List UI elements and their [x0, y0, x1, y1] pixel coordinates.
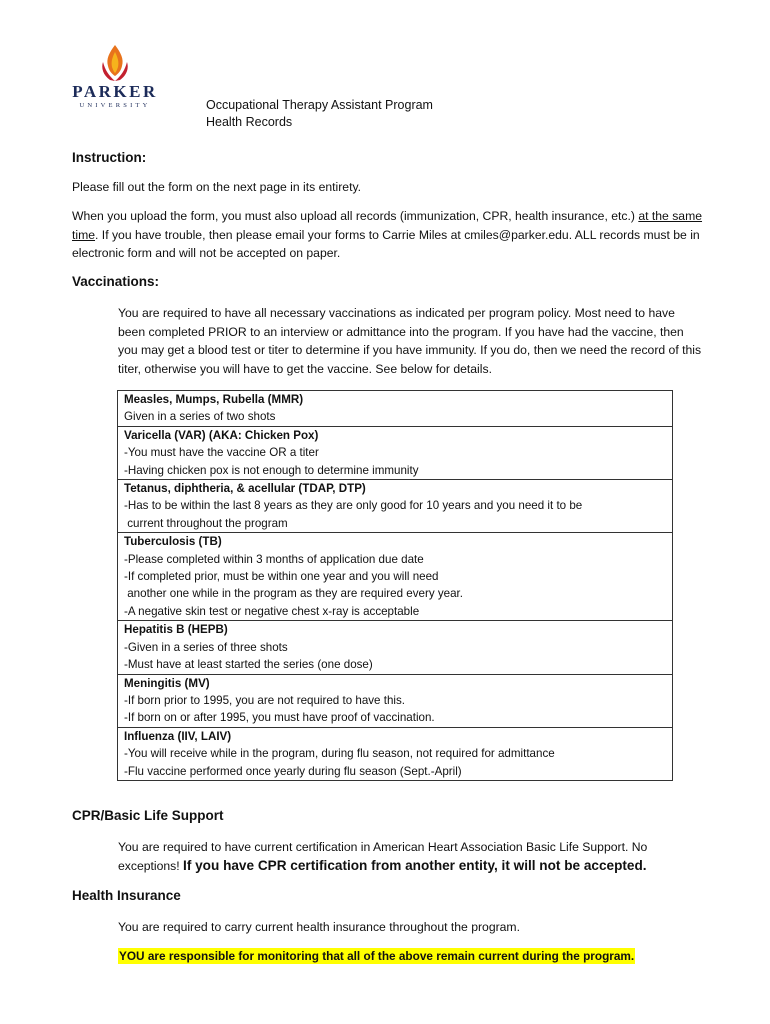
vaccine-cell [118, 674, 673, 727]
logo-subtitle: UNIVERSITY [79, 102, 151, 109]
vaccine-name: Tetanus, diphtheria, & acellular (TDAP, DTP) [124, 482, 366, 496]
cpr-warning: If you have CPR certification from another entity, it will not be accepted. [183, 857, 647, 873]
logo-wordmark: PARKER [72, 82, 158, 101]
vaccine-requirement: another one while in the program as they are required every year. [124, 587, 463, 601]
vaccine-name: Tuberculosis (TB) [124, 535, 222, 549]
vaccinations-heading: Vaccinations: [72, 274, 160, 289]
vaccine-cell [118, 391, 673, 427]
vaccine-cell [118, 621, 673, 674]
health-insurance-text: You are required to carry current health insurance throughout the program. [118, 920, 520, 934]
instruction-paragraph-1: Please fill out the form on the next page in its entirety. [72, 180, 362, 194]
vaccine-cell [118, 533, 673, 621]
responsibility-notice [118, 947, 635, 965]
table-row [118, 533, 673, 621]
vaccine-requirement: -Has to be within the last 8 years as they are only good for 10 years and you need it to be [124, 499, 583, 513]
vaccine-requirement: -Given in a series of three shots [124, 640, 288, 654]
vaccine-requirement: -You will receive while in the program, during flu season, not required for admittance [124, 747, 555, 761]
vaccine-requirement: -Having chicken pox is not enough to determine immunity [124, 463, 419, 477]
instruction-heading: Instruction: [72, 150, 147, 165]
table-row [118, 480, 673, 533]
vaccine-requirement: current throughout the program [124, 516, 288, 530]
vaccine-name: Meningitis (MV) [124, 676, 210, 690]
vaccine-requirement: -A negative skin test or negative chest x-ray is acceptable [124, 604, 420, 618]
vaccine-cell [118, 727, 673, 780]
same-time-emphasis: at the same time [72, 209, 703, 242]
document-title-block [206, 97, 433, 131]
table-row [118, 674, 673, 727]
table-row [118, 727, 673, 780]
vaccine-requirement: -You must have the vaccine OR a titer [124, 446, 319, 460]
vaccine-requirement: Given in a series of two shots [124, 410, 276, 424]
vaccine-cell [118, 480, 673, 533]
vaccination-requirements-table [117, 390, 673, 781]
instruction-paragraph-2 [72, 207, 702, 263]
table-row [118, 621, 673, 674]
highlighted-notice: YOU are responsible for monitoring that all of the above remain current during the program. [119, 949, 635, 963]
cpr-paragraph [118, 838, 702, 875]
cpr-text: You are required to have current certification in American Heart Association Basic Life Support. No exceptions! [118, 840, 648, 873]
vaccine-name: Varicella (VAR) (AKA: Chicken Pox) [124, 428, 319, 442]
instruction-text: When you upload the form, you must also upload all records (immunization, CPR, health insurance, etc.) [72, 209, 639, 223]
vaccine-requirement: -Flu vaccine performed once yearly during flu season (Sept.-April) [124, 764, 462, 778]
vaccine-requirement: -Please completed within 3 months of application due date [124, 552, 424, 566]
vaccine-name: Influenza (IIV, LAIV) [124, 729, 232, 743]
vaccine-requirement: -Must have at least started the series (one dose) [124, 658, 373, 672]
flame-icon [70, 44, 160, 82]
vaccine-cell [118, 426, 673, 479]
table-row [118, 391, 673, 427]
vaccine-requirement: -If completed prior, must be within one year and you will need [124, 570, 439, 584]
page-title: Health Records [206, 115, 293, 129]
instruction-text-cont: . If you have trouble, then please email your forms to Carrie Miles at cmiles@parker.edu. ALL records must be in electronic form and will not be accepted on paper. [72, 227, 700, 260]
vaccine-name: Measles, Mumps, Rubella (MMR) [124, 393, 304, 406]
vaccine-name: Hepatitis B (HEPB) [124, 623, 228, 637]
cpr-heading: CPR/Basic Life Support [72, 808, 224, 823]
parker-university-logo [70, 44, 160, 114]
program-name: Occupational Therapy Assistant Program [206, 98, 433, 112]
table-row [118, 426, 673, 479]
health-insurance-heading: Health Insurance [72, 888, 181, 903]
vaccine-requirement: -If born on or after 1995, you must have proof of vaccination. [124, 711, 435, 725]
vaccine-requirement: -If born prior to 1995, you are not required to have this. [124, 693, 405, 707]
vaccinations-intro: You are required to have all necessary vaccinations as indicated per program policy. Most need to have been completed PRIOR to an interview or admittance into the program. If you have had the vaccine, then you may get a blood test or titer to determine if you have immunity. If you do, then we need the record of this titer, otherwise you will have to get the vaccine. See below for details. [118, 306, 702, 376]
